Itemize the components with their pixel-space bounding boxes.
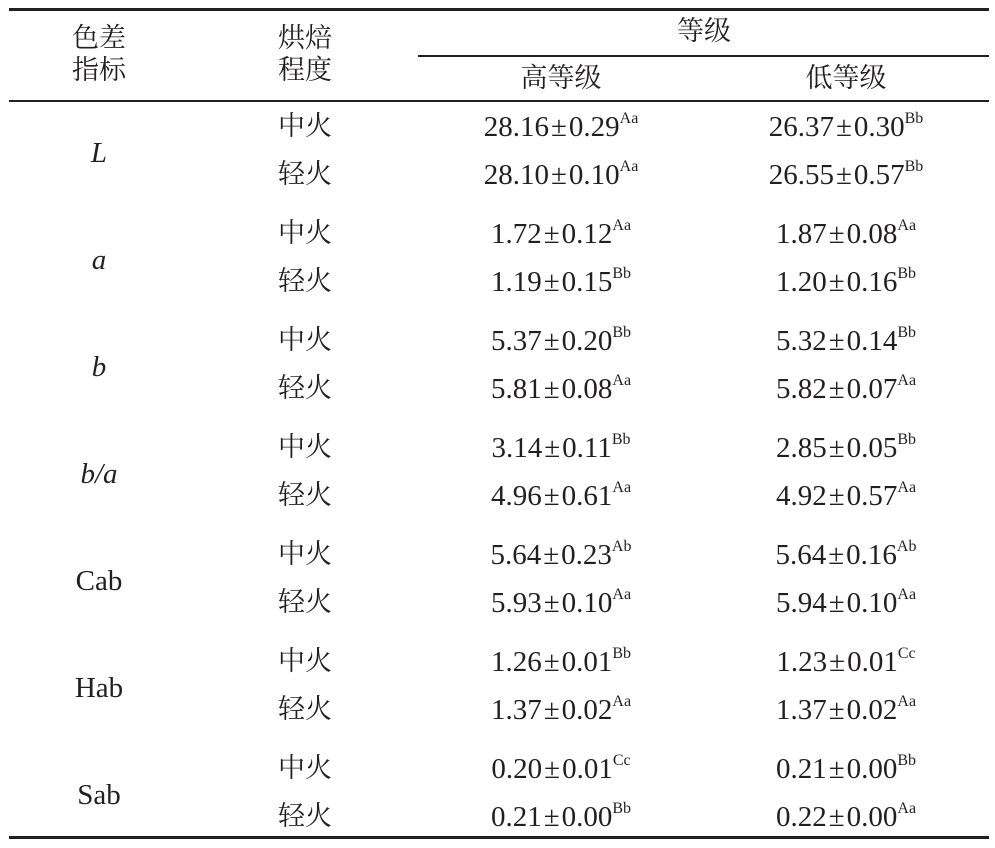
- significance-letters: Aa: [619, 158, 639, 175]
- color-index-label: a: [91, 244, 107, 276]
- plus-minus-sign: ±: [543, 373, 560, 405]
- mean-value: 1.23: [776, 646, 828, 678]
- significance-letters: Aa: [897, 586, 917, 603]
- high-grade-value: [491, 753, 630, 785]
- sd-value: 0.02: [846, 694, 898, 726]
- header-roast-degree-line2: 程度: [278, 55, 332, 86]
- header-roast-degree-line1: 烘焙: [278, 23, 332, 54]
- sd-value: 0.00: [846, 753, 898, 785]
- plus-minus-sign: ±: [828, 432, 845, 464]
- significance-letters: Aa: [897, 479, 917, 496]
- significance-letters: Aa: [897, 800, 917, 817]
- color-index-label: Cab: [75, 565, 123, 597]
- mean-value: 1.37: [490, 694, 542, 726]
- header-low-grade: 低等级: [805, 63, 887, 94]
- significance-letters: Aa: [612, 693, 632, 710]
- plus-minus-sign: ±: [543, 325, 560, 357]
- sd-value: 0.00: [846, 801, 898, 833]
- sd-value: 0.08: [561, 373, 613, 405]
- plus-minus-sign: ±: [543, 480, 560, 512]
- mean-value: 4.92: [775, 480, 827, 512]
- mean-value: 0.21: [775, 753, 827, 785]
- color-index-label: b: [91, 351, 107, 383]
- mean-value: 4.96: [490, 480, 542, 512]
- mean-value: 28.10: [483, 159, 549, 191]
- mean-value: 5.64: [490, 539, 542, 571]
- significance-letters: Bb: [897, 431, 917, 448]
- sd-value: 0.05: [846, 432, 898, 464]
- high-grade-value: [491, 325, 631, 357]
- significance-letters: Aa: [897, 693, 917, 710]
- significance-letters: Aa: [897, 217, 917, 234]
- low-grade-value: [776, 218, 916, 250]
- mean-value: 28.16: [483, 111, 549, 143]
- mean-value: 1.87: [775, 218, 827, 250]
- significance-letters: Ab: [611, 538, 632, 555]
- high-grade-value: [491, 694, 631, 726]
- sd-value: 0.10: [561, 587, 613, 619]
- sd-value: 0.01: [847, 646, 898, 678]
- sd-value: 0.01: [562, 753, 613, 785]
- plus-minus-sign: ±: [828, 325, 845, 357]
- mean-value: 3.14: [491, 432, 543, 464]
- roast-degree-label: 中火: [278, 646, 332, 677]
- mean-value: 5.94: [775, 587, 827, 619]
- low-grade-value: [776, 432, 916, 464]
- mean-value: 5.82: [775, 373, 827, 405]
- mean-value: 26.37: [768, 111, 834, 143]
- significance-letters: Aa: [612, 586, 632, 603]
- sd-value: 0.57: [853, 159, 905, 191]
- roast-degree-label: 中火: [278, 753, 332, 784]
- plus-minus-sign: ±: [828, 694, 845, 726]
- color-index-label: L: [90, 137, 108, 169]
- mean-value: 5.81: [490, 373, 542, 405]
- high-grade-value: [491, 539, 632, 571]
- high-grade-value: [491, 587, 631, 619]
- significance-letters: Cc: [612, 752, 631, 769]
- sd-value: 0.23: [561, 539, 612, 571]
- plus-minus-sign: ±: [550, 159, 567, 191]
- roast-degree-label: 中火: [278, 325, 332, 356]
- table-top-rule: [9, 8, 989, 11]
- plus-minus-sign: ±: [543, 801, 560, 833]
- high-grade-value: [491, 218, 631, 250]
- mean-value: 1.72: [490, 218, 542, 250]
- roast-degree-label: 轻火: [278, 694, 332, 725]
- mean-value: 26.55: [768, 159, 834, 191]
- sd-value: 0.30: [853, 111, 905, 143]
- plus-minus-sign: ±: [544, 432, 561, 464]
- sd-value: 0.57: [846, 480, 898, 512]
- sd-value: 0.29: [568, 111, 620, 143]
- mean-value: 0.21: [490, 801, 542, 833]
- header-grade: 等级: [677, 16, 731, 47]
- high-grade-value: [491, 432, 630, 464]
- header-color-index-line2: 指标: [72, 55, 126, 86]
- low-grade-value: [776, 266, 916, 298]
- mean-value: 1.20: [775, 266, 827, 298]
- significance-letters: Bb: [897, 752, 917, 769]
- plus-minus-sign: ±: [543, 266, 560, 298]
- significance-letters: Bb: [612, 645, 632, 662]
- plus-minus-sign: ±: [828, 480, 845, 512]
- significance-letters: Aa: [612, 479, 632, 496]
- low-grade-value: [776, 646, 915, 678]
- header-high-grade: 高等级: [520, 63, 602, 94]
- color-index-label: Hab: [74, 672, 124, 704]
- low-grade-value: [776, 753, 916, 785]
- significance-letters: Bb: [612, 800, 632, 817]
- color-index-label: Sab: [77, 779, 121, 811]
- significance-letters: Bb: [612, 265, 632, 282]
- high-grade-value: [491, 373, 631, 405]
- significance-letters: Bb: [904, 110, 924, 127]
- plus-minus-sign: ±: [543, 587, 560, 619]
- low-grade-value: [769, 159, 924, 191]
- header-bottom-rule: [9, 100, 989, 102]
- plus-minus-sign: ±: [828, 753, 845, 785]
- sd-value: 0.15: [561, 266, 613, 298]
- roast-degree-label: 轻火: [278, 801, 332, 832]
- mean-value: 5.93: [490, 587, 542, 619]
- roast-degree-label: 轻火: [278, 373, 332, 404]
- low-grade-value: [776, 694, 916, 726]
- low-grade-value: [776, 373, 916, 405]
- sd-value: 0.12: [561, 218, 613, 250]
- sd-value: 0.11: [562, 432, 612, 464]
- mean-value: 5.32: [775, 325, 827, 357]
- high-grade-value: [491, 801, 631, 833]
- sd-value: 0.61: [561, 480, 613, 512]
- roast-degree-label: 中火: [278, 539, 332, 570]
- mean-value: 5.37: [490, 325, 542, 357]
- sd-value: 0.08: [846, 218, 898, 250]
- plus-minus-sign: ±: [543, 218, 560, 250]
- plus-minus-sign: ±: [543, 646, 560, 678]
- roast-degree-label: 中火: [278, 218, 332, 249]
- plus-minus-sign: ±: [835, 111, 852, 143]
- roast-degree-label: 中火: [278, 432, 332, 463]
- sd-value: 0.16: [846, 266, 898, 298]
- plus-minus-sign: ±: [543, 539, 560, 571]
- significance-letters: Aa: [897, 372, 917, 389]
- plus-minus-sign: ±: [828, 801, 845, 833]
- plus-minus-sign: ±: [828, 587, 845, 619]
- sd-value: 0.10: [846, 587, 898, 619]
- sd-value: 0.01: [561, 646, 613, 678]
- low-grade-value: [776, 325, 916, 357]
- significance-letters: Bb: [897, 265, 917, 282]
- high-grade-value: [484, 159, 639, 191]
- low-grade-value: [776, 539, 917, 571]
- grade-header-rule: [418, 55, 989, 57]
- roast-degree-label: 轻火: [278, 480, 332, 511]
- mean-value: 0.20: [491, 753, 543, 785]
- plus-minus-sign: ±: [828, 373, 845, 405]
- color-index-label: b/a: [80, 458, 118, 490]
- table-bottom-rule: [9, 836, 989, 839]
- plus-minus-sign: ±: [835, 159, 852, 191]
- high-grade-value: [491, 480, 631, 512]
- low-grade-value: [769, 111, 924, 143]
- mean-value: 2.85: [775, 432, 827, 464]
- sd-value: 0.10: [568, 159, 620, 191]
- significance-letters: Ab: [896, 538, 917, 555]
- plus-minus-sign: ±: [828, 539, 845, 571]
- plus-minus-sign: ±: [544, 753, 561, 785]
- low-grade-value: [776, 801, 916, 833]
- significance-letters: Bb: [612, 324, 632, 341]
- sd-value: 0.20: [561, 325, 613, 357]
- roast-degree-label: 轻火: [278, 266, 332, 297]
- high-grade-value: [484, 111, 639, 143]
- mean-value: 0.22: [775, 801, 827, 833]
- roast-degree-label: 轻火: [278, 159, 332, 190]
- roast-degree-label: 轻火: [278, 587, 332, 618]
- significance-letters: Aa: [612, 217, 632, 234]
- low-grade-value: [776, 587, 916, 619]
- sd-value: 0.00: [561, 801, 613, 833]
- significance-letters: Aa: [619, 110, 639, 127]
- mean-value: 5.64: [775, 539, 827, 571]
- mean-value: 1.26: [490, 646, 542, 678]
- significance-letters: Cc: [897, 645, 916, 662]
- sd-value: 0.16: [846, 539, 897, 571]
- plus-minus-sign: ±: [828, 266, 845, 298]
- significance-letters: Bb: [611, 431, 631, 448]
- significance-letters: Aa: [612, 372, 632, 389]
- plus-minus-sign: ±: [550, 111, 567, 143]
- sd-value: 0.07: [846, 373, 898, 405]
- plus-minus-sign: ±: [829, 646, 846, 678]
- low-grade-value: [776, 480, 916, 512]
- header-color-index-line1: 色差: [72, 23, 126, 54]
- significance-letters: Bb: [897, 324, 917, 341]
- high-grade-value: [491, 266, 631, 298]
- roast-degree-label: 中火: [278, 111, 332, 142]
- mean-value: 1.19: [490, 266, 542, 298]
- plus-minus-sign: ±: [543, 694, 560, 726]
- sd-value: 0.02: [561, 694, 613, 726]
- sd-value: 0.14: [846, 325, 898, 357]
- plus-minus-sign: ±: [828, 218, 845, 250]
- mean-value: 1.37: [775, 694, 827, 726]
- significance-letters: Bb: [904, 158, 924, 175]
- high-grade-value: [491, 646, 631, 678]
